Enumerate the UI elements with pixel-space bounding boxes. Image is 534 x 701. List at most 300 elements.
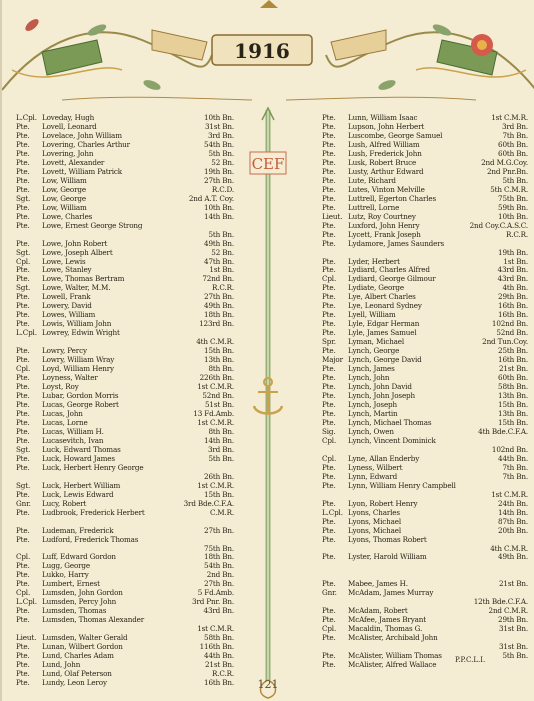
- entry-name: Lowe, John Robert: [42, 238, 108, 248]
- entry-name: Loyst, Roy: [42, 382, 79, 392]
- entry-rank: Pte.: [322, 633, 336, 643]
- entry-rank: Pte.: [322, 319, 336, 329]
- roll-entry: [16, 292, 306, 301]
- entry-rank: Pte.: [16, 435, 30, 445]
- entry-name: Luck, Lewis Edward: [42, 489, 114, 499]
- entry-unit: 52nd Bn.: [496, 328, 528, 338]
- roll-entry: [16, 454, 306, 463]
- roll-entry: [16, 158, 306, 167]
- entry-name: Lugg, George: [42, 561, 90, 571]
- entry-name: Lynn, Edward: [348, 471, 398, 481]
- entry-unit: 49th Bn.: [204, 238, 234, 248]
- entry-unit: 31st Bn.: [498, 624, 528, 634]
- entry-rank: Pte.: [16, 319, 30, 329]
- entry-name: Lyne, Allan Enderby: [348, 453, 420, 463]
- entry-name: Luck, Herbert Henry George: [42, 462, 144, 472]
- roll-entry: [322, 265, 530, 274]
- roll-entry: [16, 615, 306, 624]
- entry-name: Lovett, Alexander: [42, 157, 105, 167]
- roll-entry: [16, 642, 306, 651]
- entry-unit: 58th Bn.: [204, 633, 234, 643]
- roll-entry: [16, 624, 306, 633]
- entry-name: Lowe, Ernest George Strong: [42, 220, 143, 230]
- entry-rank: Pte.: [322, 373, 336, 383]
- entry-unit: 3rd Bn.: [501, 121, 528, 131]
- entry-name: Lucas, George Robert: [42, 400, 119, 409]
- entry-unit: 4th Bn.: [502, 283, 528, 293]
- ornamental-header: [2, 0, 534, 110]
- entry-name: Lynch, Vincent Dominick: [348, 435, 436, 445]
- entry-unit: 1st C.M.R.: [197, 624, 234, 634]
- entry-name: Low, William: [42, 175, 87, 185]
- entry-rank: L.Cpl.: [16, 597, 37, 607]
- entry-unit: R.C.R.: [211, 283, 234, 293]
- entry-rank: Cpl.: [16, 256, 31, 266]
- roll-entry: [16, 409, 306, 418]
- roll-entry: [322, 427, 530, 436]
- entry-rank: Pte.: [322, 220, 336, 230]
- roll-entry: [16, 552, 306, 561]
- entry-unit: 21st Bn.: [204, 660, 234, 670]
- roll-entry: [322, 436, 530, 445]
- entry-unit: 14th Bn.: [204, 435, 234, 445]
- entry-name: Lynch, John: [348, 373, 390, 383]
- roll-entry: [16, 508, 306, 517]
- entry-unit: 75th Bn.: [204, 543, 234, 553]
- entry-rank: Pte.: [16, 507, 30, 517]
- entry-name: Lusty, Arthur Edward: [348, 166, 424, 176]
- roll-entry: [322, 257, 530, 266]
- roll-entry: [322, 230, 530, 239]
- roll-entry: [322, 122, 530, 131]
- entry-rank: Pte.: [322, 283, 336, 293]
- entry-rank: Pte.: [322, 130, 336, 140]
- entry-name: Low, George: [42, 184, 86, 194]
- year-text: 1916: [234, 39, 290, 63]
- entry-name: Lyness, Wilbert: [348, 462, 403, 472]
- entry-rank: Sgt.: [16, 283, 31, 293]
- entry-unit: 52nd Bn.: [202, 391, 234, 401]
- entry-rank: Gnr.: [322, 588, 337, 598]
- entry-name: Loveday, Hugh: [42, 113, 95, 122]
- entry-rank: Pte.: [322, 193, 336, 203]
- roll-entry: [322, 310, 530, 319]
- roll-entry: [16, 364, 306, 373]
- entry-rank: Pte.: [322, 328, 336, 338]
- entry-unit: 13th Bn.: [498, 391, 528, 401]
- entry-name: Lowe, Walter, M.M.: [42, 283, 111, 293]
- entry-rank: Pte.: [16, 400, 30, 409]
- entry-name: Lowry, Percy: [42, 346, 87, 356]
- entry-rank: Pte.: [322, 660, 336, 670]
- entry-name: Lyster, Harold William: [348, 552, 427, 562]
- roll-entry: [322, 301, 530, 310]
- entry-unit: 5th Bn.: [502, 651, 528, 661]
- entry-unit: 47th Bn.: [204, 256, 234, 266]
- entry-name: Lucas, Lorne: [42, 417, 88, 427]
- roll-entry: [322, 508, 530, 517]
- entry-name: Lowe, Charles: [42, 211, 93, 221]
- entry-unit: 26th Bn.: [204, 471, 234, 481]
- entry-name: Lynch, James: [348, 364, 395, 374]
- roll-entry: [322, 409, 530, 418]
- roll-entry: [16, 633, 306, 642]
- entry-rank: Pte.: [322, 121, 336, 131]
- entry-name: Lynch, George David: [348, 355, 422, 365]
- entry-name: Mabee, James H.: [348, 579, 408, 589]
- entry-name: Lovell, Leonard: [42, 121, 97, 131]
- entry-rank: Pte.: [16, 606, 30, 616]
- entry-name: McAlister, Archibald John: [348, 633, 438, 643]
- roll-entry: [322, 526, 530, 535]
- entry-rank: Pte.: [16, 525, 30, 535]
- entry-rank: Pte.: [322, 480, 336, 490]
- entry-name: Lumsden, John Gordon: [42, 588, 123, 598]
- roll-entry: [16, 427, 306, 436]
- roll-entry: [322, 651, 530, 660]
- entry-name: Loyd, William Henry: [42, 364, 114, 374]
- entry-unit: 43rd Bn.: [203, 606, 234, 616]
- entry-rank: Pte.: [16, 157, 30, 167]
- entry-unit: 43rd Bn.: [497, 265, 528, 275]
- entry-unit: R.C.D.: [211, 184, 234, 194]
- entry-unit: 49th Bn.: [498, 552, 528, 562]
- roll-entry: [322, 606, 530, 615]
- entry-name: Ludbrook, Frederick Herbert: [42, 507, 145, 517]
- entry-unit: 3rd Bn.: [207, 130, 234, 140]
- roll-entry: [322, 570, 530, 579]
- entry-name: Lush, Alfred William: [348, 139, 420, 149]
- entry-unit: 3rd Bde.C.F.A.: [183, 498, 234, 508]
- entry-rank: Pte.: [16, 202, 30, 212]
- entry-unit: 15th Bn.: [204, 346, 234, 356]
- entry-unit: 1st C.M.R.: [197, 417, 234, 427]
- entry-name: Lucy, Robert: [42, 498, 87, 508]
- entry-name: Lyons, Michael: [348, 516, 401, 526]
- entry-rank: Pte.: [322, 265, 336, 275]
- entry-name: Luscombe, George Samuel: [348, 130, 443, 140]
- roll-entry: [322, 615, 530, 624]
- entry-unit: 123rd Bn.: [199, 319, 234, 329]
- roll-entry: [16, 319, 306, 328]
- roll-entry: [322, 400, 530, 409]
- roll-entry: [322, 624, 530, 633]
- roll-entry: [16, 283, 306, 292]
- entry-name: McAlister, William Thomas: [348, 651, 442, 661]
- entry-rank: Pte.: [322, 256, 336, 266]
- roll-entry: [16, 597, 306, 606]
- entry-unit: 58th Bn.: [498, 382, 528, 392]
- entry-unit: 59th Bn.: [498, 202, 528, 212]
- entry-unit: 2nd Bn.: [206, 570, 234, 580]
- entry-rank: Pte.: [322, 202, 336, 212]
- entry-name: Lundy, Leon Leroy: [42, 678, 107, 688]
- entry-name: Lund, Charles Adam: [42, 651, 114, 661]
- roll-entry: [16, 149, 306, 158]
- entry-name: Lowell, Frank: [42, 292, 91, 302]
- entry-name: Lyman, Michael: [348, 337, 405, 347]
- roll-entry: [322, 337, 530, 346]
- entry-unit: 14th Bn.: [204, 211, 234, 221]
- entry-rank: Pte.: [322, 148, 336, 158]
- entry-name: Lycett, Frank Joseph: [348, 229, 421, 239]
- entry-unit: 13th Bn.: [498, 408, 528, 418]
- roll-entry: [16, 472, 306, 481]
- entry-unit: 4th Bde.C.F.A.: [478, 426, 528, 436]
- entry-unit: 16th Bn.: [498, 301, 528, 311]
- entry-rank: Gnr.: [16, 498, 31, 508]
- entry-unit: 15th Bn.: [498, 400, 528, 409]
- entry-unit: 2nd C.M.R.: [488, 606, 528, 616]
- entry-rank: Pte.: [16, 570, 30, 580]
- entry-rank: Pte.: [16, 453, 30, 463]
- entry-unit: 2nd Tun.Coy.: [482, 337, 528, 347]
- entry-unit: 226th Bn.: [199, 373, 234, 383]
- entry-unit: 1st C.M.R.: [491, 113, 528, 122]
- entry-rank: Pte.: [16, 382, 30, 392]
- entry-unit: 31st Bn.: [204, 121, 234, 131]
- entry-rank: Pte.: [322, 113, 336, 122]
- roll-entry: [322, 660, 530, 669]
- entry-rank: Pte.: [16, 310, 30, 320]
- entry-unit: 4th C.M.R.: [490, 543, 528, 553]
- entry-name: Lowe, Joseph Albert: [42, 247, 113, 257]
- entry-unit: 2nd A.T. Coy.: [188, 193, 234, 203]
- entry-unit: 10th Bn.: [204, 113, 234, 122]
- entry-name: Lye, Leonard Sydney: [348, 301, 422, 311]
- roll-entry: [16, 274, 306, 283]
- roll-entry: [16, 212, 306, 221]
- entry-rank: Pte.: [16, 660, 30, 670]
- roll-entry: [322, 382, 530, 391]
- entry-unit: 2nd Coy.C.A.S.C.: [469, 220, 528, 230]
- entry-unit: 5th Bn.: [208, 229, 234, 239]
- entry-rank: Pte.: [16, 426, 30, 436]
- roll-entry: [16, 194, 306, 203]
- roll-entry: [16, 561, 306, 570]
- roll-entry: [322, 597, 530, 606]
- roll-entry: [322, 292, 530, 301]
- roll-entry: [322, 319, 530, 328]
- roll-entry: [322, 561, 530, 570]
- entry-name: Lowes, William: [42, 310, 96, 320]
- entry-unit: R.C.R.: [505, 229, 528, 239]
- roll-entry: [322, 113, 530, 122]
- entry-name: Lovelace, John William: [42, 130, 122, 140]
- roll-entry: [16, 337, 306, 346]
- roll-entry: [322, 535, 530, 544]
- entry-name: Lunn, William Isaac: [348, 113, 418, 122]
- entry-rank: Sgt.: [16, 247, 31, 257]
- roll-entry: [16, 239, 306, 248]
- entry-rank: Pte.: [16, 346, 30, 356]
- entry-rank: Pte.: [16, 274, 30, 284]
- entry-name: Lumsden, Walter Gerald: [42, 633, 128, 643]
- entry-rank: L.Cpl.: [16, 113, 37, 122]
- entry-rank: Pte.: [322, 382, 336, 392]
- roll-entry: [322, 490, 530, 499]
- roll-entry: [16, 373, 306, 382]
- entry-name: Lynn, William Henry Campbell: [348, 480, 456, 490]
- entry-unit: 14th Bn.: [498, 507, 528, 517]
- entry-name: Lute, Richard: [348, 175, 396, 185]
- roll-entry: [322, 391, 530, 400]
- roll-entry: [16, 346, 306, 355]
- entry-rank: Pte.: [322, 651, 336, 661]
- roll-entry: [322, 373, 530, 382]
- entry-name: Lutes, Vinton Melville: [348, 184, 425, 194]
- entry-rank: Pte.: [322, 346, 336, 356]
- entry-name: Lupson, John Herbert: [348, 121, 425, 131]
- entry-name: Lucas, William H.: [42, 426, 104, 436]
- regiment-initials: P.P.C.L.I.: [455, 656, 486, 664]
- entry-rank: Pte.: [322, 400, 336, 409]
- entry-name: McAdam, Robert: [348, 606, 408, 616]
- entry-name: Lydiate, George: [348, 283, 404, 293]
- entry-rank: Pte.: [322, 310, 336, 320]
- entry-rank: Pte.: [322, 166, 336, 176]
- roll-entry: [322, 364, 530, 373]
- entry-unit: C.M.R.: [210, 507, 234, 517]
- entry-rank: Pte.: [16, 615, 30, 625]
- roll-entry: [16, 418, 306, 427]
- entry-unit: 1st C.M.R.: [491, 489, 528, 499]
- entry-rank: Pte.: [16, 265, 30, 275]
- entry-name: Ludeman, Frederick: [42, 525, 114, 535]
- entry-unit: 5th Bn.: [208, 453, 234, 463]
- entry-rank: Pte.: [16, 148, 30, 158]
- entry-unit: 44th Bn.: [498, 453, 528, 463]
- entry-name: Luxford, John Henry: [348, 220, 420, 230]
- entry-unit: 13th Bn.: [204, 355, 234, 365]
- entry-unit: 72nd Bn.: [202, 274, 234, 284]
- roll-entry: [16, 400, 306, 409]
- entry-unit: 102nd Bn.: [491, 444, 528, 454]
- entry-name: Lydiard, Charles Alfred: [348, 265, 430, 275]
- roll-entry: [322, 544, 530, 553]
- entry-rank: Pte.: [16, 139, 30, 149]
- entry-unit: 87th Bn.: [498, 516, 528, 526]
- entry-name: Luttrell, Lorne: [348, 202, 400, 212]
- roll-entry: [16, 203, 306, 212]
- entry-name: Lydamore, James Saunders: [348, 238, 445, 248]
- entry-rank: Pte.: [16, 220, 30, 230]
- entry-rank: Pte.: [16, 417, 30, 427]
- entry-unit: 5th C.M.R.: [490, 184, 528, 194]
- cef-badge: CEF: [251, 155, 285, 173]
- roll-entry: [16, 463, 306, 472]
- roll-entry: [16, 490, 306, 499]
- entry-unit: 31st Bn.: [498, 642, 528, 652]
- entry-rank: Pte.: [16, 130, 30, 140]
- entry-rank: Pte.: [16, 462, 30, 472]
- roll-entry: [322, 642, 530, 651]
- entry-unit: 29th Bn.: [498, 615, 528, 625]
- roll-entry: [16, 131, 306, 140]
- entry-rank: Pte.: [322, 615, 336, 625]
- roll-entry: [16, 328, 306, 337]
- roll-entry: [16, 140, 306, 149]
- roll-entry: [322, 633, 530, 642]
- entry-unit: 15th Bn.: [204, 489, 234, 499]
- roll-entry: [322, 167, 530, 176]
- entry-rank: Pte.: [322, 391, 336, 401]
- entry-name: Lyons, Charles: [348, 507, 400, 517]
- entry-name: Lynch, Joseph: [348, 400, 397, 409]
- entry-name: Low, William: [42, 202, 87, 212]
- entry-unit: 18th Bn.: [204, 552, 234, 562]
- roll-entry: [16, 301, 306, 310]
- entry-rank: Spr.: [322, 337, 336, 347]
- entry-rank: Sgt.: [16, 480, 31, 490]
- entry-rank: Pte.: [322, 525, 336, 535]
- entry-unit: R.C.R.: [211, 669, 234, 679]
- roll-entry: [322, 158, 530, 167]
- left-column: [16, 113, 306, 687]
- entry-name: Luck, Herbert William: [42, 480, 121, 490]
- entry-rank: Pte.: [322, 364, 336, 374]
- entry-rank: Cpl.: [322, 453, 337, 463]
- roll-entry: [16, 221, 306, 230]
- entry-unit: 27th Bn.: [204, 579, 234, 589]
- roll-entry: [16, 382, 306, 391]
- entry-rank: Pte.: [16, 642, 30, 652]
- entry-unit: 102nd Bn.: [491, 319, 528, 329]
- entry-rank: Cpl.: [322, 624, 337, 634]
- entry-name: Luttrell, Egerton Charles: [348, 193, 437, 203]
- entry-rank: Pte.: [322, 498, 336, 508]
- roll-entry: [16, 481, 306, 490]
- entry-unit: 1st Bn.: [503, 256, 528, 266]
- entry-unit: 5th Bn.: [208, 148, 234, 158]
- entry-unit: 20th Bn.: [498, 525, 528, 535]
- entry-name: Loyness, Walter: [42, 373, 98, 383]
- entry-unit: 25th Bn.: [498, 346, 528, 356]
- roll-entry: [322, 176, 530, 185]
- roll-entry: [16, 122, 306, 131]
- entry-name: McAfee, James Bryant: [348, 615, 426, 625]
- entry-name: Ludford, Frederick Thomas: [42, 534, 139, 544]
- roll-entry: [322, 517, 530, 526]
- entry-unit: 43rd Bn.: [497, 274, 528, 284]
- entry-rank: Pte.: [16, 534, 30, 544]
- entry-unit: 27th Bn.: [204, 292, 234, 302]
- roll-entry: [16, 669, 306, 678]
- entry-rank: Pte.: [16, 121, 30, 131]
- entry-unit: 60th Bn.: [498, 148, 528, 158]
- entry-name: Lunan, Wilbert Gordon: [42, 642, 123, 652]
- entry-name: Lovett, William Patrick: [42, 166, 122, 176]
- entry-name: Luff, Edward Gordon: [42, 552, 116, 562]
- entry-unit: 18th Bn.: [204, 310, 234, 320]
- entry-unit: 1st Bn.: [209, 265, 234, 275]
- entry-unit: 24th Bn.: [498, 498, 528, 508]
- roll-entry: [322, 140, 530, 149]
- entry-name: Lynch, John David: [348, 382, 412, 392]
- entry-rank: L.Cpl.: [16, 328, 37, 338]
- entry-name: Lyons, Michael: [348, 525, 401, 535]
- roll-entry: [16, 535, 306, 544]
- entry-rank: Lieut.: [16, 633, 37, 643]
- roll-entry: [16, 499, 306, 508]
- entry-name: Lynch, George: [348, 346, 400, 356]
- entry-name: Lynch, Owen: [348, 426, 394, 436]
- roll-entry: [322, 346, 530, 355]
- roll-entry: [322, 445, 530, 454]
- entry-rank: Pte.: [322, 462, 336, 472]
- entry-rank: Cpl.: [16, 588, 31, 598]
- roll-entry: [322, 472, 530, 481]
